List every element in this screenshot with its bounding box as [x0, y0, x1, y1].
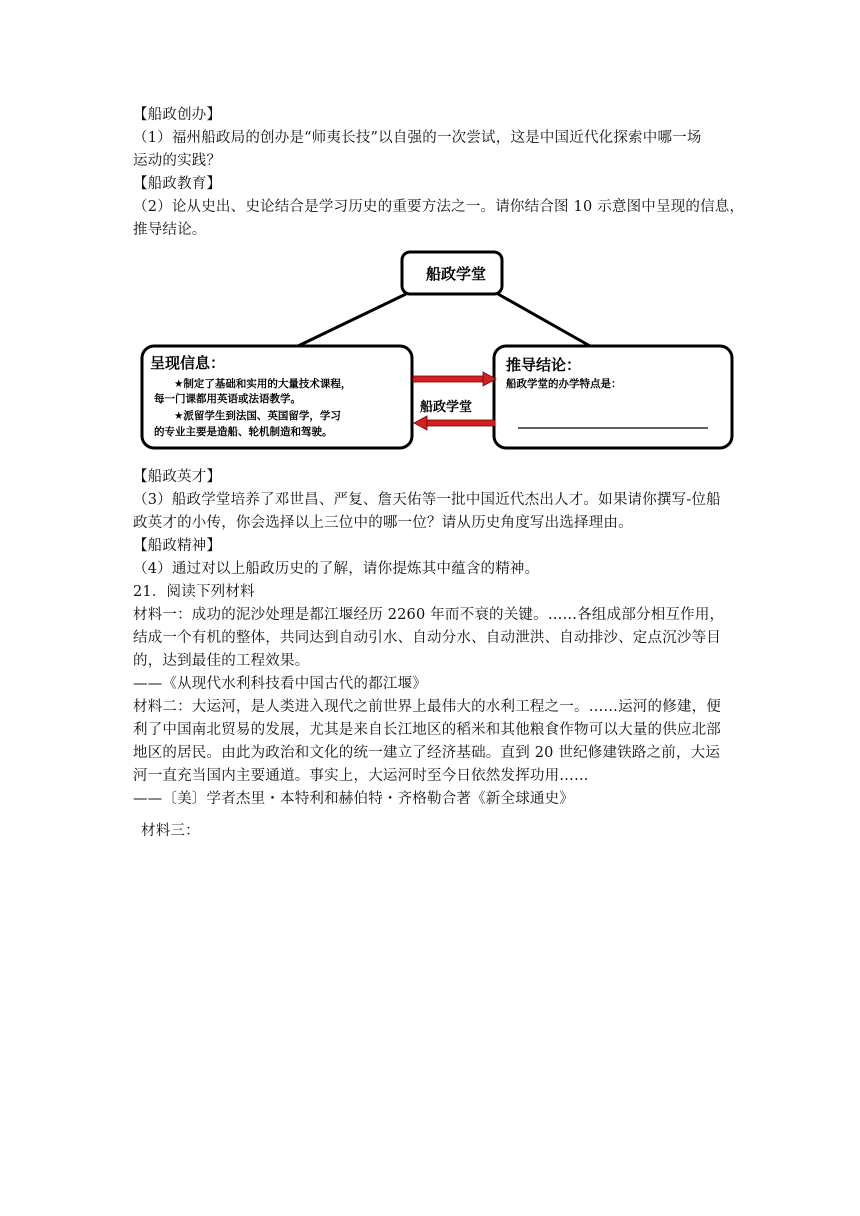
- info-box-title: 呈现信息：: [150, 354, 226, 372]
- arrow-label: 船政学堂: [420, 400, 473, 415]
- connector-left: [298, 294, 406, 346]
- material-1-source: ——《从现代水利科技看中国古代的都江堰》: [133, 676, 427, 692]
- material-2-line-3: 地区的居民。由此为政治和文化的统一建立了经济基础。直到 20 世纪修建铁路之前，大运: [133, 745, 721, 761]
- section-heading-talents: 【船政英才】: [133, 469, 222, 485]
- question-1-text: （1）福州船政局的创办是“师夷长技”以自强的一次尝试，这是中国近代化探索中哪一场: [133, 130, 702, 146]
- top-box-label: 船政学堂: [426, 265, 487, 283]
- info-line-2: 每一门课都用英语或法语教学。: [154, 393, 301, 405]
- material-1-line-2: 结成一个有机的整体，共同达到自动引水、自动分水、自动泄洪、自动排沙、定点沉沙等目: [133, 630, 721, 646]
- question-4-text: （4）通过对以上船政历史的了解，请你提炼其中蕴含的精神。: [133, 561, 540, 577]
- section-heading-spirit: 【船政精神】: [133, 538, 222, 554]
- question-3-text-cont: 政英才的小传，你会选择以上三位中的哪一位？请从历史角度写出选择理由。: [133, 515, 633, 531]
- material-1-line-3: 的，达到最佳的工程效果。: [133, 653, 310, 669]
- info-line-3: ★派留学生到法国、英国留学，学习: [174, 410, 341, 422]
- conclusion-prompt: 船政学堂的办学特点是：: [506, 378, 622, 390]
- material-2-source: ——〔美〕学者杰里・本特利和赫伯特・齐格勒合著《新全球通史》: [133, 791, 574, 807]
- arrow-right: [413, 372, 496, 386]
- arrow-left: [414, 416, 495, 430]
- material-3-label: 材料三：: [141, 823, 200, 839]
- section-heading-education: 【船政教育】: [133, 176, 222, 192]
- question-1-text-cont: 运动的实践？: [133, 153, 222, 169]
- figure-10-diagram: [138, 248, 738, 458]
- question-2-text-cont: 推导结论。: [133, 222, 207, 238]
- question-2-text: （2）论从史出、史论结合是学习历史的重要方法之一。请你结合图 10 示意图中呈现的信息，: [133, 199, 745, 215]
- material-2-line-4: 河一直充当国内主要通道。事实上，大运河时至今日依然发挥功用……: [133, 768, 589, 784]
- conclusion-box-title: 推导结论：: [506, 356, 582, 374]
- material-2-line-2: 利了中国南北贸易的发展，尤其是来自长江地区的稻米和其他粮食作物可以大量的供应北部: [133, 722, 721, 738]
- connector-right: [498, 294, 590, 346]
- material-2-line-1: 材料二：大运河，是人类进入现代之前世界上最伟大的水利工程之一。……运河的修建，便: [133, 699, 721, 715]
- info-line-4: 的专业主要是造船、轮机制造和驾驶。: [154, 426, 333, 438]
- material-1-line-1: 材料一：成功的泥沙处理是都江堰经历 2260 年而不衰的关键。……各组成部分相互作用，: [133, 607, 725, 623]
- section-heading-founding: 【船政创办】: [133, 107, 222, 123]
- question-3-text: （3）船政学堂培养了邓世昌、严复、詹天佑等一批中国近代杰出人才。如果请你撰写-位船: [133, 492, 721, 508]
- question-21-title: 21．阅读下列材料: [133, 584, 255, 600]
- info-line-1: ★制定了基础和实用的大量技术课程，: [174, 378, 352, 390]
